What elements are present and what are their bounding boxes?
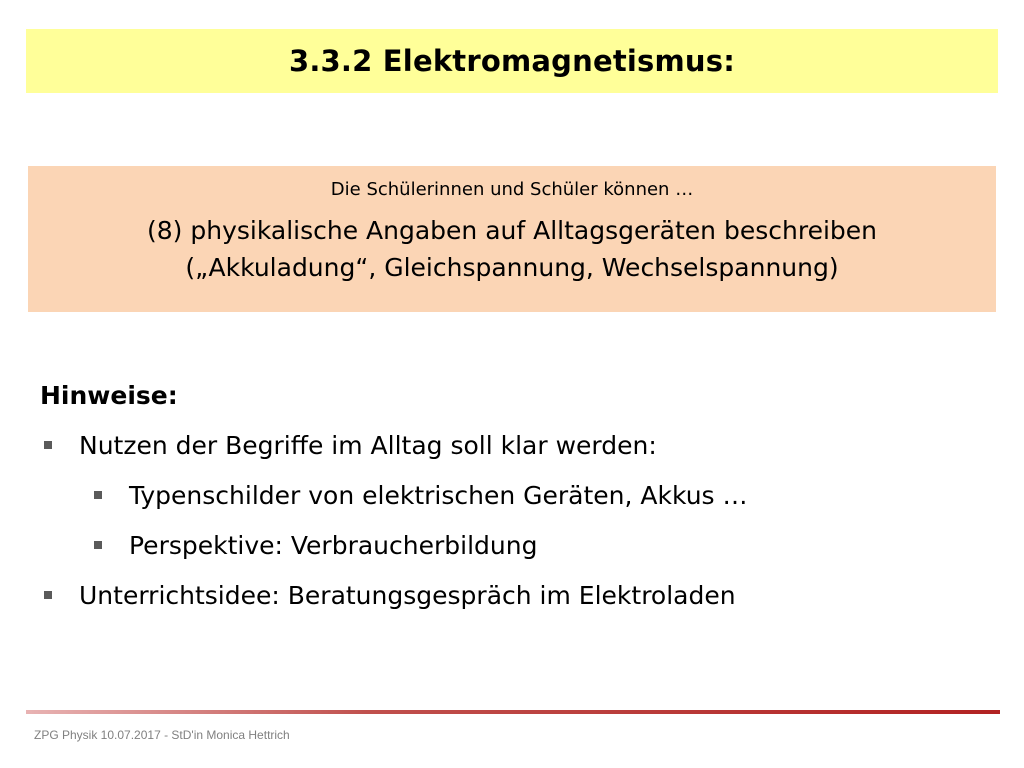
notes-section (40, 372, 980, 620)
list-item-text: Perspektive: Verbraucherbildung (129, 530, 538, 560)
goal-intro: Die Schülerinnen und Schüler können … (330, 179, 694, 200)
goal-line-1: (8) physikalische Angaben auf Alltagsgeräten beschreiben (147, 216, 877, 245)
list-item (40, 470, 980, 520)
footer-text: ZPG Physik 10.07.2017 - StD'in Monica Hettrich (34, 728, 290, 742)
slide-title: 3.3.2 Elektromagnetismus: (288, 44, 736, 78)
goal-line-2: („Akkuladung“, Gleichspannung, Wechselspannung) (185, 253, 839, 282)
list-item (40, 420, 980, 470)
square-bullet-icon (94, 491, 102, 499)
list-item (40, 520, 980, 570)
square-bullet-icon (44, 591, 52, 599)
square-bullet-icon (44, 441, 52, 449)
title-bar (26, 29, 998, 93)
learning-goal-box (28, 166, 996, 312)
list-item-text: Nutzen der Begriffe im Alltag soll klar werden: (79, 430, 657, 460)
footer-divider (26, 710, 1000, 714)
list-item-text: Typenschilder von elektrischen Geräten, Akkus … (129, 480, 748, 510)
list-item (40, 570, 980, 620)
square-bullet-icon (94, 541, 102, 549)
list-item-text: Unterrichtsidee: Beratungsgespräch im Elektroladen (79, 580, 736, 610)
notes-heading: Hinweise: (40, 381, 178, 410)
